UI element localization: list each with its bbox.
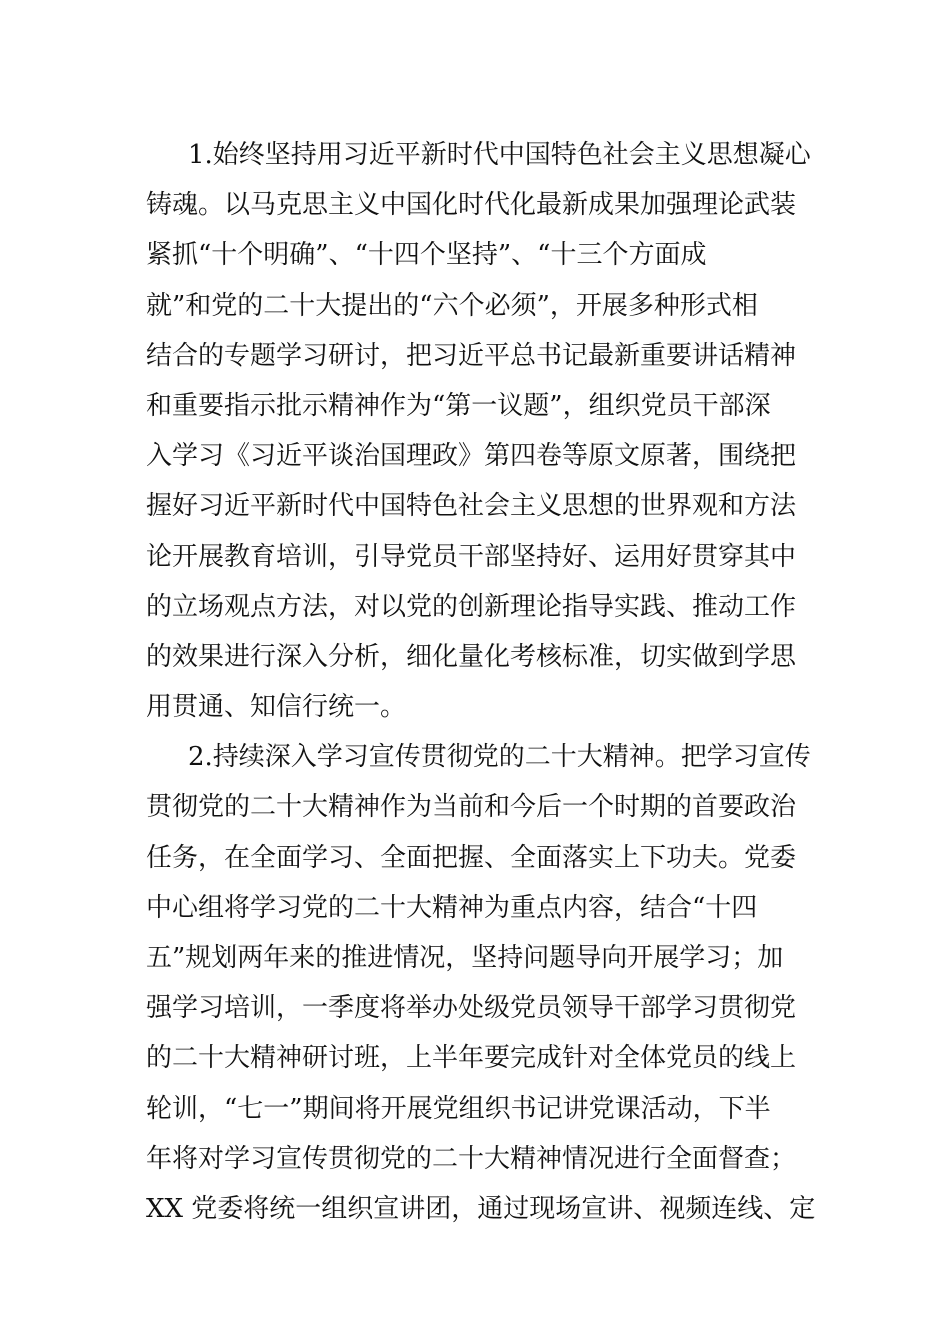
paragraph-line: XX 党委将统一组织宣讲团，通过现场宣讲、视频连线、定 <box>146 1193 816 1224</box>
paragraph-line: 强学习培训，一季度将举办处级党员领导干部学习贯彻党 <box>146 993 797 1024</box>
paragraph-line: 就”和党的二十大提出的“六个必须”，开展多种形式相 <box>146 290 758 321</box>
paragraph-line: 论开展教育培训，引导党员干部坚持好、运用好贯穿其中 <box>146 541 797 572</box>
paragraph-line: 中心组将学习党的二十大精神为重点内容，结合“十四 <box>146 892 758 923</box>
paragraph-line: 的效果进行深入分析，细化量化考核标准，切实做到学思 <box>146 641 797 672</box>
paragraph-line: 入学习《习近平谈治国理政》第四卷等原文原著，围绕把 <box>146 441 797 472</box>
paragraph-line: 紧抓“十个明确”、“十四个坚持”、“十三个方面成 <box>146 240 707 271</box>
paragraph-line: 结合的专题学习研讨，把习近平总书记最新重要讲话精神 <box>146 340 797 371</box>
document-body <box>146 130 816 1234</box>
paragraph-line: 用贯通、知信行统一。 <box>146 692 407 723</box>
paragraph-line: 1.始终坚持用习近平新时代中国特色社会主义思想凝心 <box>188 140 811 170</box>
paragraph-line: 贯彻党的二十大精神作为当前和今后一个时期的首要政治 <box>146 792 797 823</box>
paragraph-line: 年将对学习宣传贯彻党的二十大精神情况进行全面督查； <box>146 1143 797 1174</box>
paragraph-line: 轮训，“七一”期间将开展党组织书记讲党课活动，下半 <box>146 1093 771 1124</box>
paragraph-line: 握好习近平新时代中国特色社会主义思想的世界观和方法 <box>146 491 797 522</box>
paragraph-2 <box>146 732 816 1234</box>
paragraph-line: 的二十大精神研讨班，上半年要完成针对全体党员的线上 <box>146 1043 797 1074</box>
paragraph-line: 铸魂。以马克思主义中国化时代化最新成果加强理论武装 <box>146 190 797 221</box>
paragraph-line: 五”规划两年来的推进情况，坚持问题导向开展学习；加 <box>146 943 784 973</box>
paragraph-line: 和重要指示批示精神作为“第一议题”，组织党员干部深 <box>146 390 771 421</box>
paragraph-line: 任务，在全面学习、全面把握、全面落实上下功夫。党委 <box>146 842 797 873</box>
paragraph-line: 的立场观点方法，对以党的创新理论指导实践、推动工作 <box>146 591 797 622</box>
paragraph-line: 2.持续深入学习宣传贯彻党的二十大精神。把学习宣传 <box>188 742 811 773</box>
paragraph-1 <box>146 130 811 732</box>
